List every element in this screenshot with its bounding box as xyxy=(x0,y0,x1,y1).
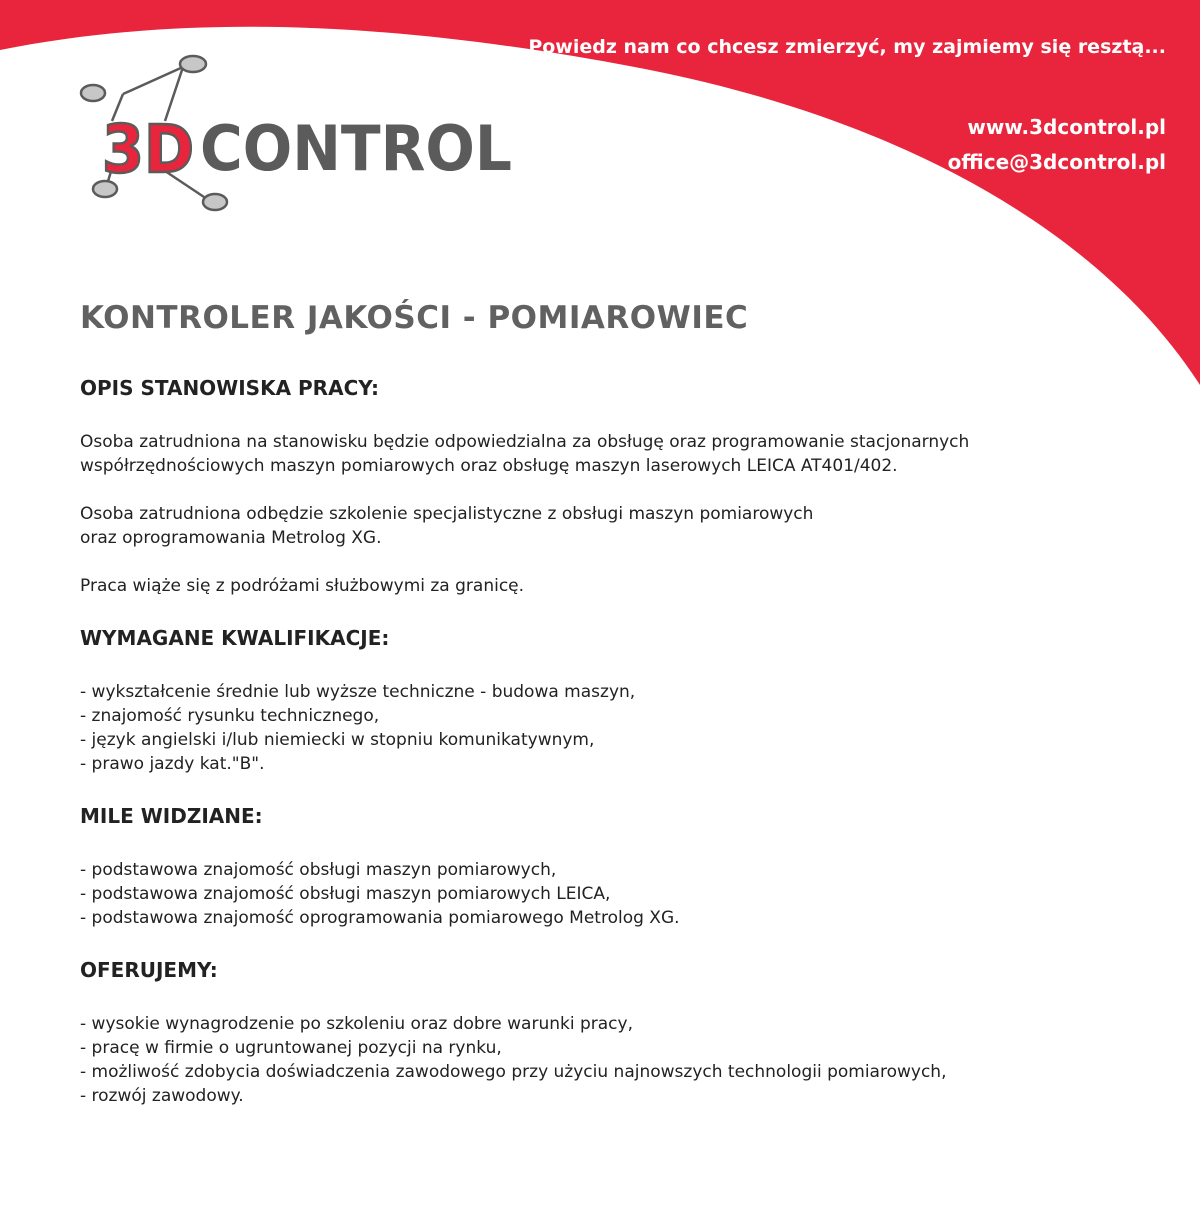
website-link[interactable]: www.3dcontrol.pl xyxy=(967,115,1166,139)
text-line: współrzędnościowych maszyn pomiarowych oraz obsługę maszyn laserowych LEICA AT401/402. xyxy=(80,456,898,476)
list-item: - język angielski i/lub niemiecki w stopniu komunikatywnym, xyxy=(80,730,595,750)
offer-list xyxy=(80,1012,1170,1108)
list-item: - rozwój zawodowy. xyxy=(80,1086,244,1106)
text-line: Praca wiąże się z podróżami służbowymi za granicę. xyxy=(80,576,525,596)
description-paragraph-3 xyxy=(80,574,1170,598)
list-item: - wykształcenie średnie lub wyższe techniczne - budowa maszyn, xyxy=(80,682,636,702)
list-item: - podstawowa znajomość oprogramowania pomiarowego Metrolog XG. xyxy=(80,908,680,928)
list-item: - prawo jazdy kat."B". xyxy=(80,754,265,774)
requirements-list xyxy=(80,680,1170,776)
company-logo xyxy=(70,48,530,218)
description-paragraph-2 xyxy=(80,502,1170,550)
list-item: - podstawowa znajomość obsługi maszyn pomiarowych, xyxy=(80,860,557,880)
section-heading-offer: OFERUJEMY: xyxy=(80,958,218,982)
email-link[interactable]: office@3dcontrol.pl xyxy=(947,150,1166,174)
text-line: oraz oprogramowania Metrolog XG. xyxy=(80,528,382,548)
section-heading-description: OPIS STANOWISKA PRACY: xyxy=(80,376,379,400)
list-item: - wysokie wynagrodzenie po szkoleniu oraz dobre warunki pracy, xyxy=(80,1014,633,1034)
logo-text-control: CONTROL xyxy=(200,112,512,185)
text-line: Osoba zatrudniona odbędzie szkolenie specjalistyczne z obsługi maszyn pomiarowych xyxy=(80,504,814,524)
tagline: Powiedz nam co chcesz zmierzyć, my zajmiemy się resztą... xyxy=(528,36,1166,58)
job-content xyxy=(80,300,1170,1136)
section-heading-nice-to-have: MILE WIDZIANE: xyxy=(80,804,263,828)
job-title: KONTROLER JAKOŚCI - POMIAROWIEC xyxy=(80,300,749,336)
logo-text-3d: 3D xyxy=(102,111,194,188)
list-item: - znajomość rysunku technicznego, xyxy=(80,706,380,726)
list-item: - podstawowa znajomość obsługi maszyn pomiarowych LEICA, xyxy=(80,884,611,904)
list-item: - możliwość zdobycia doświadczenia zawodowego przy użyciu najnowszych technologii pomiarowych, xyxy=(80,1062,947,1082)
text-line: Osoba zatrudniona na stanowisku będzie odpowiedzialna za obsługę oraz programowanie stacjonarnych xyxy=(80,432,970,452)
description-paragraph-1 xyxy=(80,430,1170,478)
section-heading-requirements: WYMAGANE KWALIFIKACJE: xyxy=(80,626,390,650)
nice-to-have-list xyxy=(80,858,1170,930)
list-item: - pracę w firmie o ugruntowanej pozycji na rynku, xyxy=(80,1038,502,1058)
